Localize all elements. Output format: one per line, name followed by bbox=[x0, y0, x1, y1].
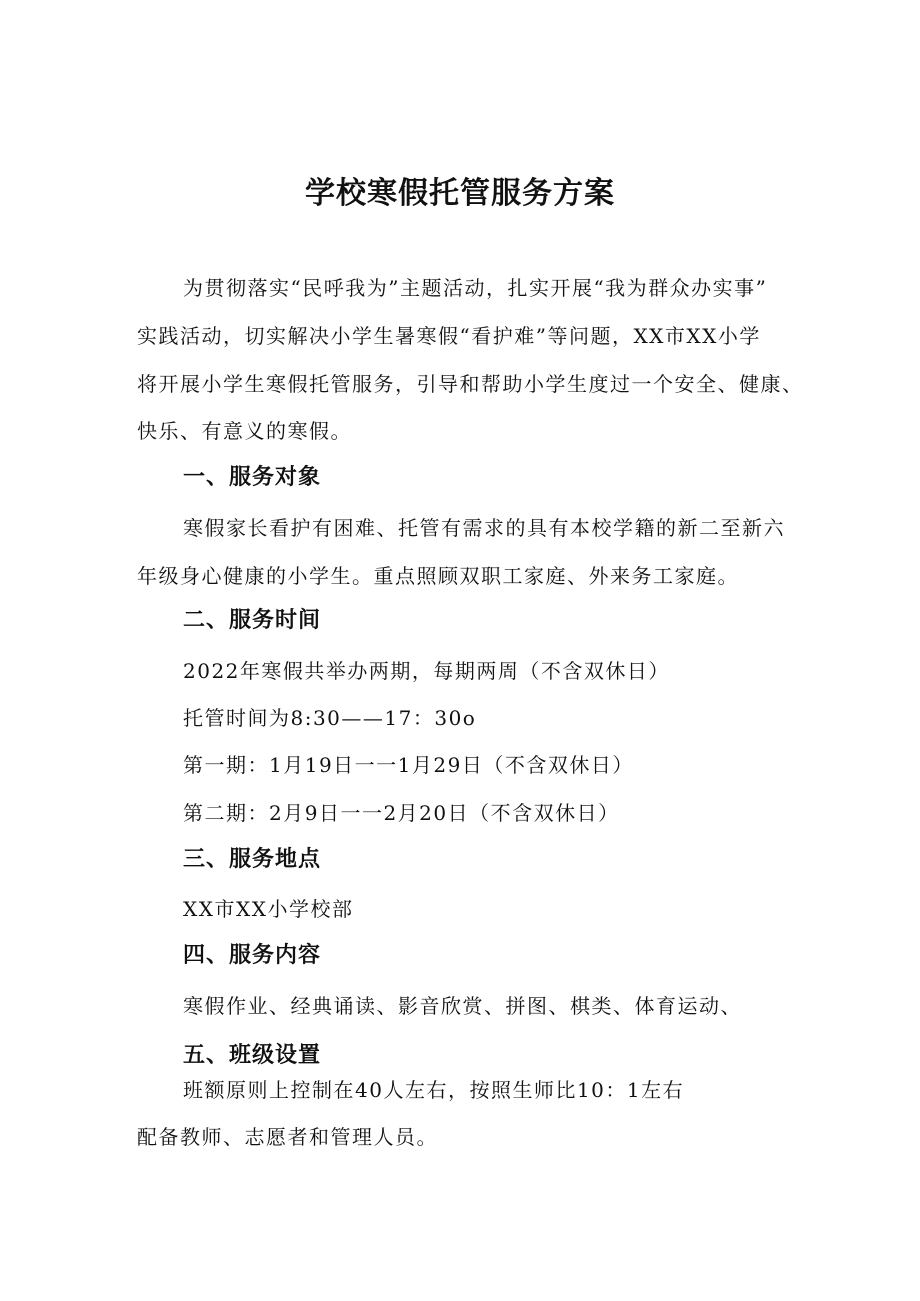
section-time-line-3: 第一期：1月19日一一1月29日（不含双休日） bbox=[183, 753, 634, 777]
section-heading-location: 三、服务地点 bbox=[183, 847, 322, 872]
section-targets-line-1: 寒假家长看护有困难、托管有需求的具有本校学籍的新二至新六 bbox=[183, 516, 785, 540]
section-time-line-1: 2022年寒假共举办两期，每期两周（不含双休日） bbox=[183, 659, 670, 683]
section-heading-content: 四、服务内容 bbox=[183, 943, 322, 968]
section-heading-classes: 五、班级设置 bbox=[183, 1043, 322, 1068]
section-targets-line-2: 年级身心健康的小学生。重点照顾双职工家庭、外来务工家庭。 bbox=[137, 564, 739, 588]
intro-line-2: 实践活动，切实解决小学生暑寒假“看护难”等问题，XX市XX小学 bbox=[137, 324, 761, 348]
section-content-line-1: 寒假作业、经典诵读、影音欣赏、拼图、棋类、体育运动、 bbox=[183, 994, 742, 1018]
section-classes-line-2: 配备教师、志愿者和管理人员。 bbox=[137, 1125, 438, 1149]
section-time-line-4: 第二期：2月9日一一2月20日（不含双休日） bbox=[183, 801, 620, 825]
section-heading-time: 二、服务时间 bbox=[183, 608, 322, 633]
intro-line-4: 快乐、有意义的寒假。 bbox=[137, 419, 352, 443]
intro-line-1: 为贯彻落实“民呼我为”主题活动，扎实开展“我为群众办实事” bbox=[183, 276, 768, 300]
section-classes-line-1: 班额原则上控制在40人左右，按照生师比10：1左右 bbox=[183, 1078, 685, 1102]
section-heading-targets: 一、服务对象 bbox=[183, 465, 322, 490]
page-title: 学校寒假托管服务方案 bbox=[305, 176, 615, 211]
intro-line-3: 将开展小学生寒假托管服务，引导和帮助小学生度过一个安全、健康、 bbox=[137, 372, 804, 396]
section-location-line-1: XX市XX小学校部 bbox=[183, 897, 354, 921]
section-time-line-2: 托管时间为8:30——17：30o bbox=[183, 706, 477, 730]
